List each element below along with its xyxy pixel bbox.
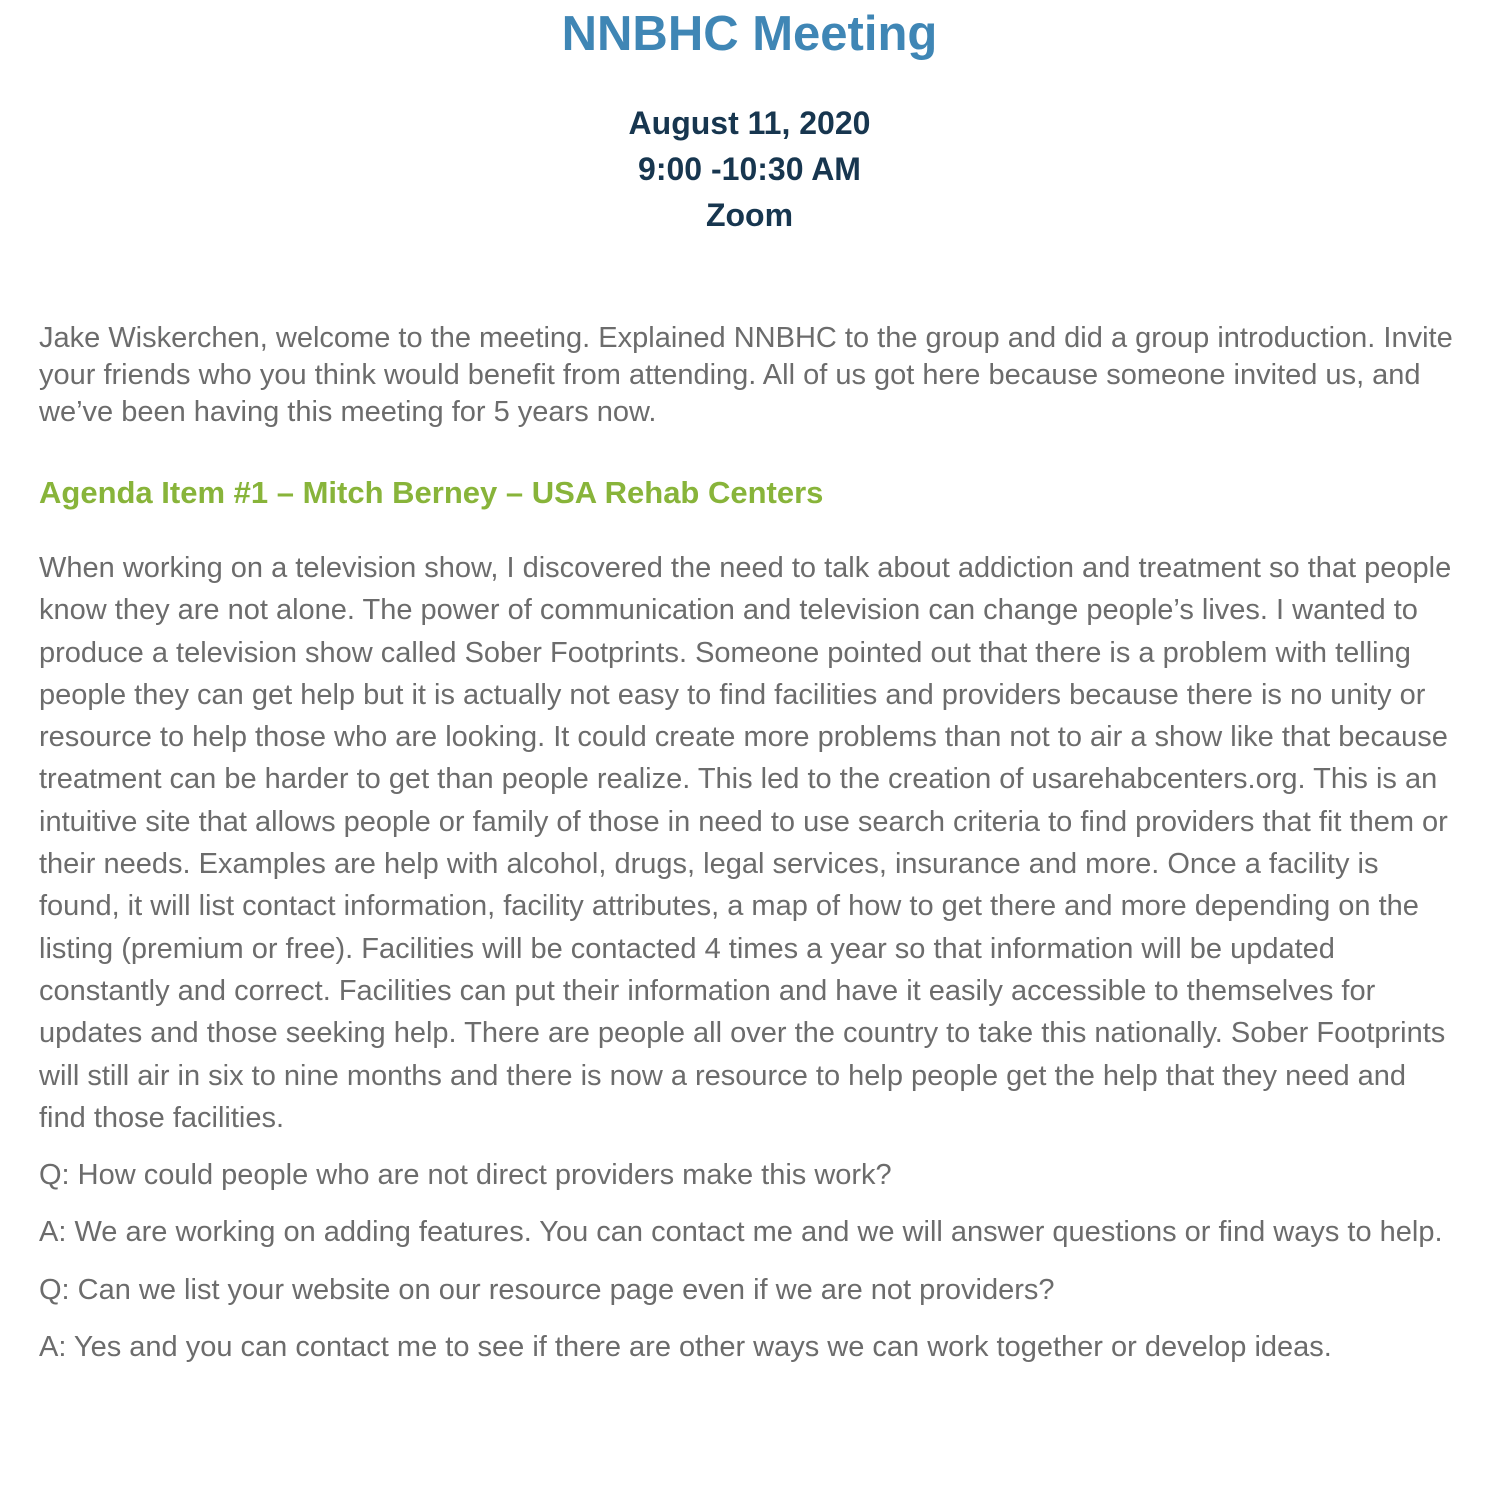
agenda-item-heading: Agenda Item #1 – Mitch Berney – USA Rehab Centers bbox=[39, 475, 824, 510]
meeting-location: Zoom bbox=[705, 197, 794, 233]
answer-2: A: Yes and you can contact me to see if there are other ways we can work together or develop ideas. bbox=[39, 1331, 1332, 1364]
meeting-time: 9:00 -10:30 AM bbox=[638, 151, 861, 187]
meeting-details bbox=[39, 100, 1460, 238]
answer-1: A: We are working on adding features. You can contact me and we will answer questions or find ways to help. bbox=[39, 1216, 1443, 1249]
intro-paragraph: Jake Wiskerchen, welcome to the meeting. Explained NNBHC to the group and did a group introduction. Invite your friends who you think would benefit from attending. All of us got here because someone invited us, and we’ve been having this meeting for 5 years now. bbox=[39, 322, 1453, 428]
question-1: Q: How could people who are not direct providers make this work? bbox=[39, 1159, 892, 1192]
agenda-item-body: When working on a television show, I discovered the need to talk about addiction and treatment so that people know they are not alone. The power of communication and television can change people’s lives. I wanted to produce a television show called Sober Footprints. Someone pointed out that there is a problem with telling people they can get help but it is actually not easy to find facilities and providers because there is no unity or resource to help those who are looking. It could create more problems than not to air a show like that because treatment can be harder to get than people realize. This led to the creation of usarehabcenters.org. This is an intuitive site that allows people or family of those in need to use search criteria to find providers that fit them or their needs. Examples are help with alcohol, drugs, legal services, insurance and more. Once a facility is found, it will list contact information, facility attributes, a map of how to get there and more depending on the listing (premium or free). Facilities will be contacted 4 times a year so that information will be updated constantly and correct. Facilities can put their information and have it easily accessible to themselves for updates and those seeking help. There are people all over the country to take this nationally. Sober Footprints will still air in six to nine months and there is now a resource to help people get the help that they need and find those facilities. bbox=[39, 552, 1452, 1134]
page-title: NNBHC Meeting bbox=[561, 7, 938, 61]
question-2: Q: Can we list your website on our resource page even if we are not providers? bbox=[39, 1273, 1055, 1306]
meeting-date: August 11, 2020 bbox=[628, 105, 871, 141]
